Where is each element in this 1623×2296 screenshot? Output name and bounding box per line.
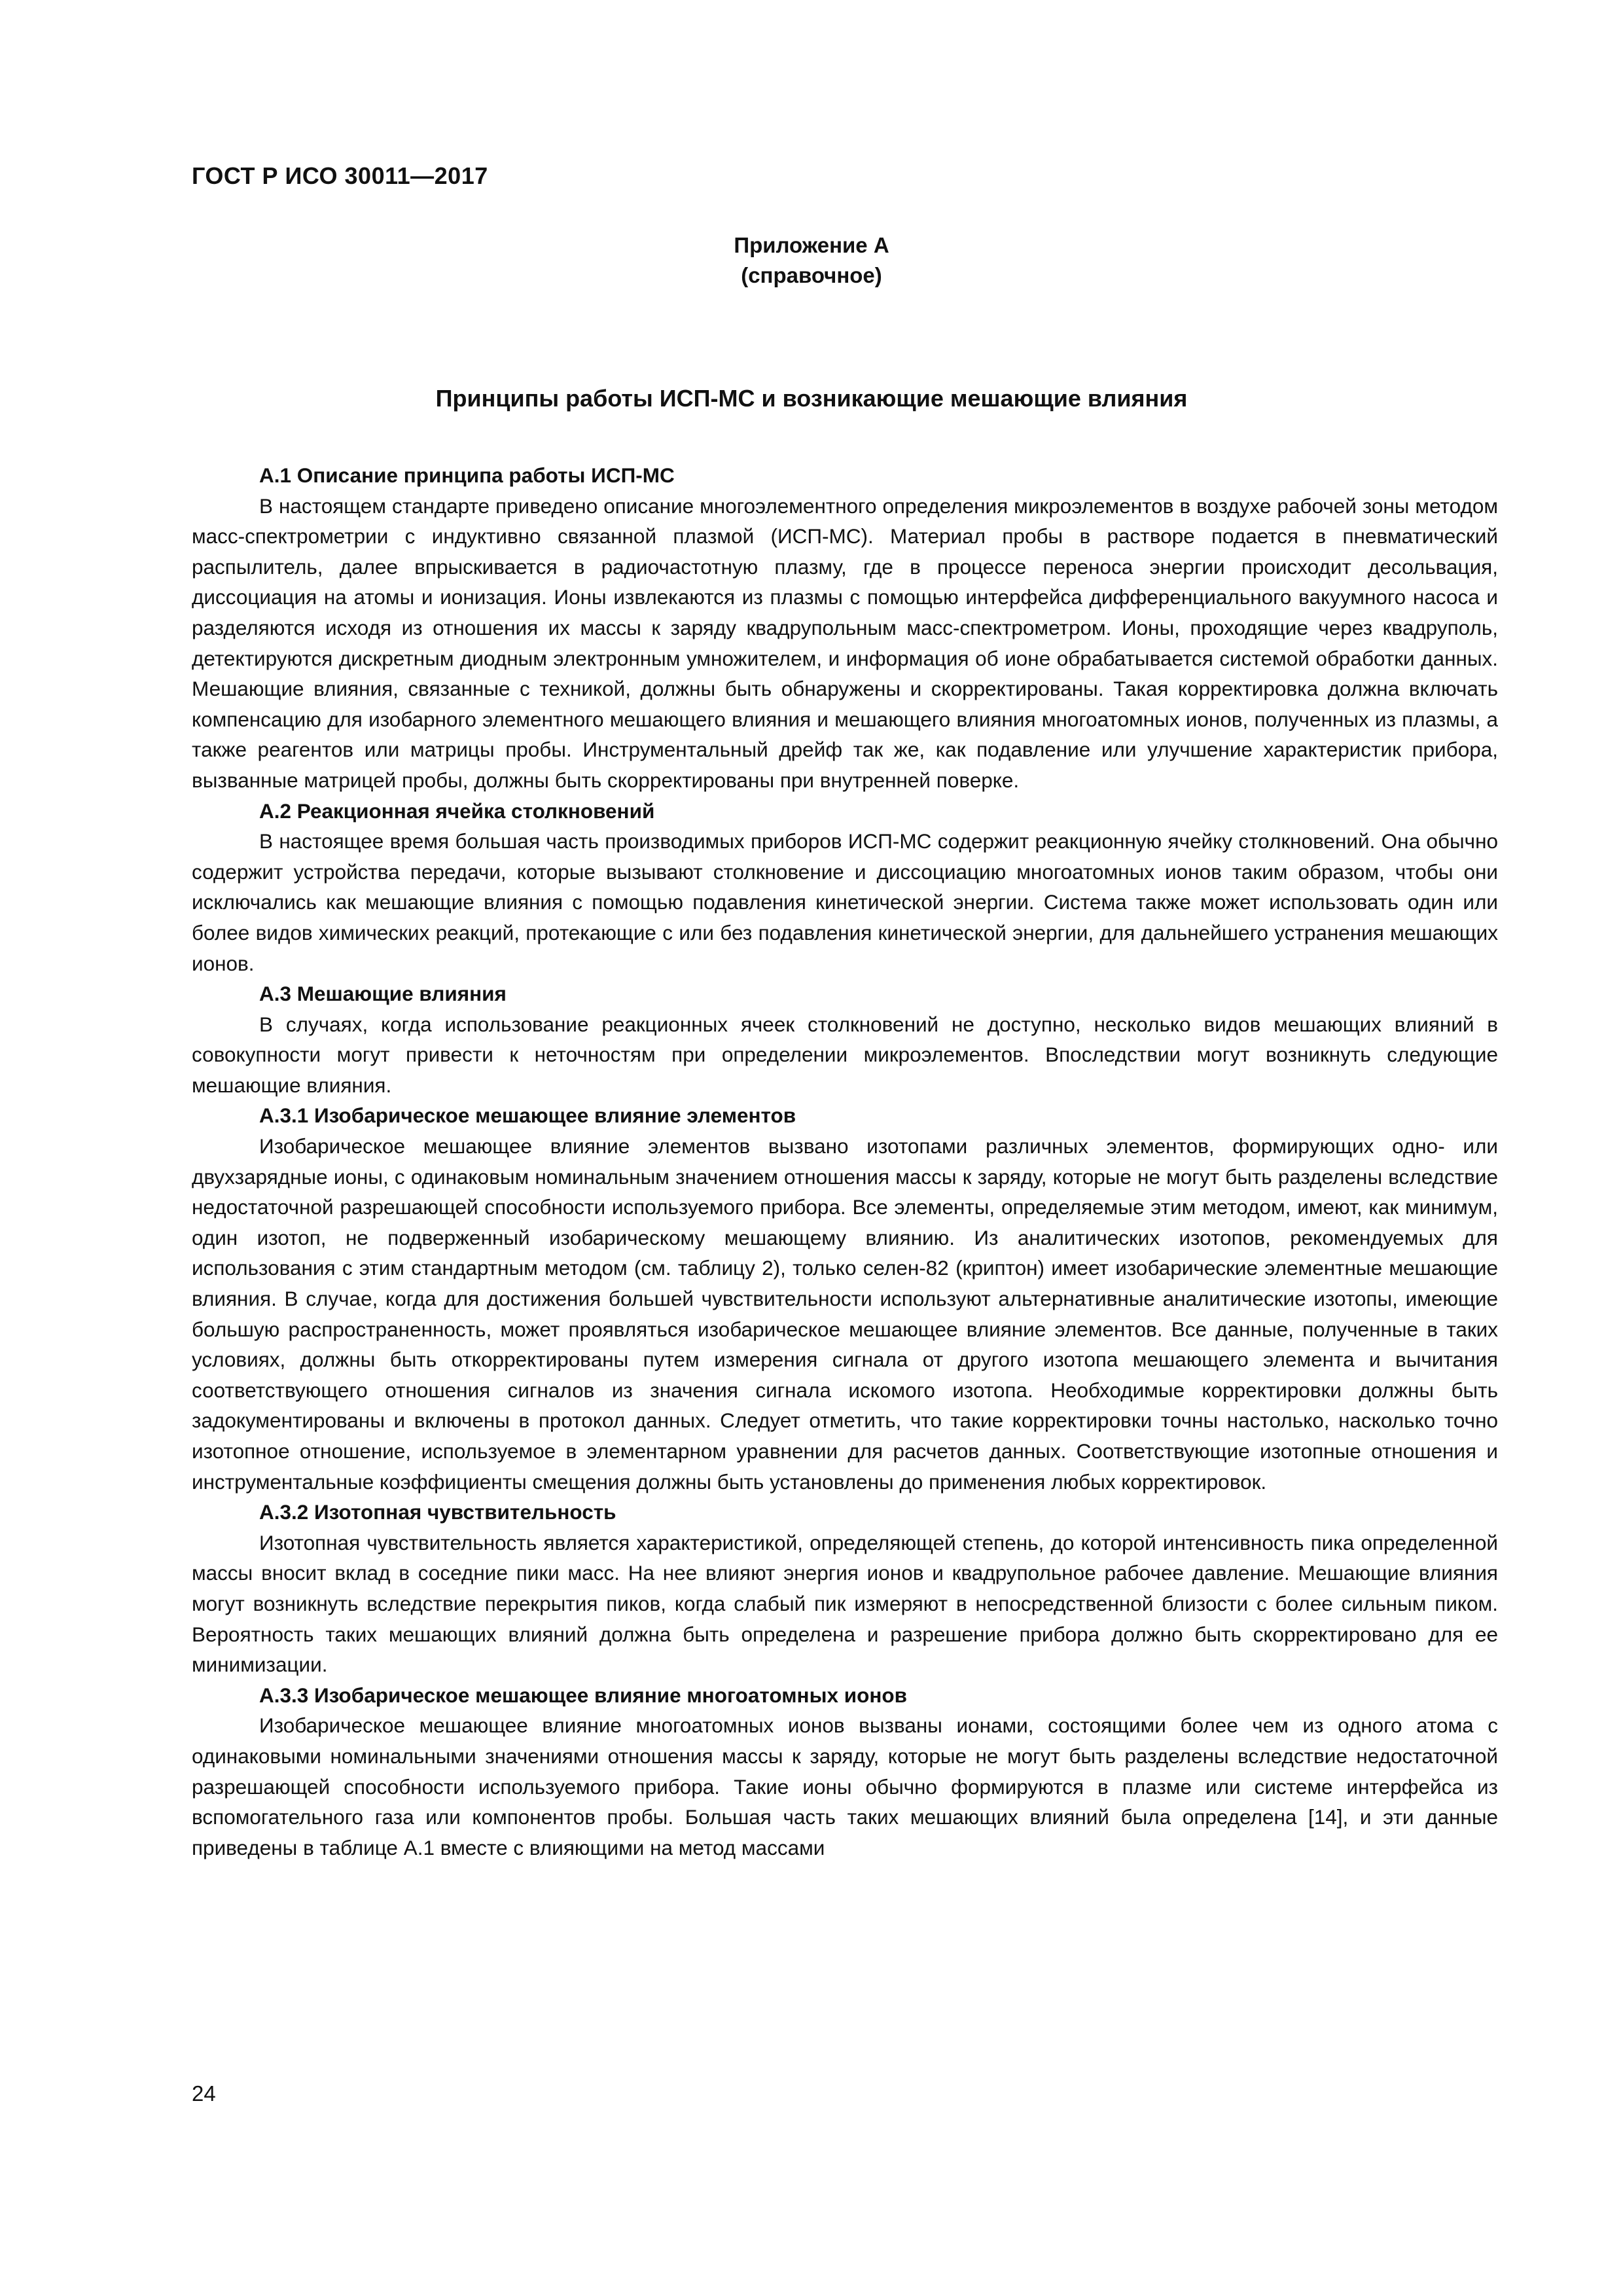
- section-heading-a3: А.3 Мешающие влияния: [259, 982, 507, 1006]
- section-text-a1: В настоящем стандарте приведено описание многоэлементного определения микроэлементов в воздухе рабочей зоны методом масс-спектрометрии с индуктивно связанной плазмой (ИСП-МС). Материал пробы в растворе подается в пневматический распылитель, далее впрыскивается в радиочастотную плазму, где в процессе переноса энергии происходит десольвация, диссоциация на атомы и ионизация. Ионы извлекаются из плазмы с помощью интерфейса дифференциального вакуумного насоса и разделяются исходя из отношения их массы к заряду квадрупольным масс-спектрометром. Ионы, проходящие через квадруполь, детектируются дискретным диодным электронным умножителем, и информация об ионе обрабатывается системой обработки данных. Мешающие влияния, связанные с техникой, должны быть обнаружены и скорректированы. Такая корректировка должна включать компенсацию для изобарного элементного мешающего влияния и мешающего влияния многоатомных ионов, полученных из плазмы, а также реагентов или матрицы пробы. Инструментальный дрейф так же, как подавление или улучшение характеристик прибора, вызванные матрицей пробы, должны быть скорректированы при внутренней поверке.: [192, 493, 1498, 792]
- appendix-title: Приложение А: [734, 233, 889, 257]
- page-number: 24: [192, 2081, 216, 2106]
- section-text-a2: В настоящее время большая часть производимых приборов ИСП-МС содержит реакционную ячейку столкновений. Она обычно содержит устройства передачи, которые вызывают столкновение и диссоциацию многоатомных ионов таким образом, чтобы они исключались как мешающие влияния с помощью подавления кинетической энергии. Система также может использовать один или более видов химических реакций, протекающие с или без подавления кинетической энергии, для дальнейшего устранения мешающих ионов.: [192, 829, 1498, 975]
- document-id-header: ГОСТ Р ИСО 30011—2017: [192, 162, 488, 189]
- section-heading-a1: А.1 Описание принципа работы ИСП-МС: [259, 463, 675, 487]
- section-heading-a3-3: А.3.3 Изобарическое мешающее влияние многоатомных ионов: [259, 1683, 907, 1707]
- section-text-a3-1: Изобарическое мешающее влияние элементов вызвано изотопами различных элементов, формирующих одно- или двухзарядные ионы, с одинаковым номинальным значением отношения массы к заряду, которые не могут быть разделены вследствие недостаточной разрешающей способности используемого прибора. Все элементы, определяемые этим методом, имеют, как минимум, один изотоп, не подверженный изобарическому мешающему влиянию. Из аналитических изотопов, рекомендуемых для использования с этим стандартным методом (см. таблицу 2), только селен-82 (криптон) имеет изобарические элементные мешающие влияния. В случае, когда для достижения большей чувствительности используют альтернативные аналитические изотопы, имеющие большую распространенность, может проявляться изобарическое мешающее влияние элементов. Все данные, полученные в таких условиях, должны быть откорректированы путем измерения сигнала от другого изотопа мешающего элемента и вычитания соответствующего отношения сигналов из значения сигнала искомого изотопа. Необходимые корректировки должны быть задокументированы и включены в протокол данных. Следует отметить, что такие корректировки точны настолько, насколько точно изотопное отношение, используемое в элементарном уравнении для расчетов данных. Соответствующие изотопные отношения и инструментальные коэффициенты смещения должны быть установлены до применения любых корректировок.: [192, 1134, 1498, 1494]
- section-text-a3: В случаях, когда использование реакционных ячеек столкновений не доступно, несколько видов мешающих влияний в совокупности могут привести к неточностям при определении микроэлементов. Впоследствии могут возникнуть следующие мешающие влияния.: [192, 1012, 1498, 1097]
- section-text-a3-2: Изотопная чувствительность является характеристикой, определяющей степень, до которой интенсивность пика определенной массы вносит вклад в соседние пики масс. На нее влияют энергия ионов и квадрупольное рабочее давление. Мешающие влияния могут возникнуть вследствие перекрытия пиков, когда слабый пик измеряют в непосредственной близости с более сильным пиком. Вероятность таких мешающих влияний должна быть определена и разрешение прибора должно быть скорректировано для ее минимизации.: [192, 1530, 1498, 1677]
- section-text-a3-3: Изобарическое мешающее влияние многоатомных ионов вызваны ионами, состоящими более чем из одного атома с одинаковыми номинальными значениями отношения массы к заряду, которые не могут быть разделены вследствие недостаточной разрешающей способности используемого прибора. Такие ионы обычно формируются в плазме или системе интерфейса из вспомогательного газа или компонентов пробы. Большая часть таких мешающих влияний была определена [14], и эти данные приведены в таблице А.1 вместе с влияющими на метод массами: [192, 1713, 1498, 1859]
- page-title: Принципы работы ИСП-МС и возникающие мешающие влияния: [435, 385, 1188, 412]
- document-body: [192, 460, 1498, 1863]
- section-heading-a2: А.2 Реакционная ячейка столкновений: [259, 798, 655, 823]
- appendix-subtitle: (справочное): [741, 263, 882, 287]
- section-heading-a3-1: А.3.1 Изобарическое мешающее влияние элементов: [259, 1103, 796, 1128]
- appendix-label: [0, 230, 1623, 291]
- section-heading-a3-2: А.3.2 Изотопная чувствительность: [259, 1500, 616, 1524]
